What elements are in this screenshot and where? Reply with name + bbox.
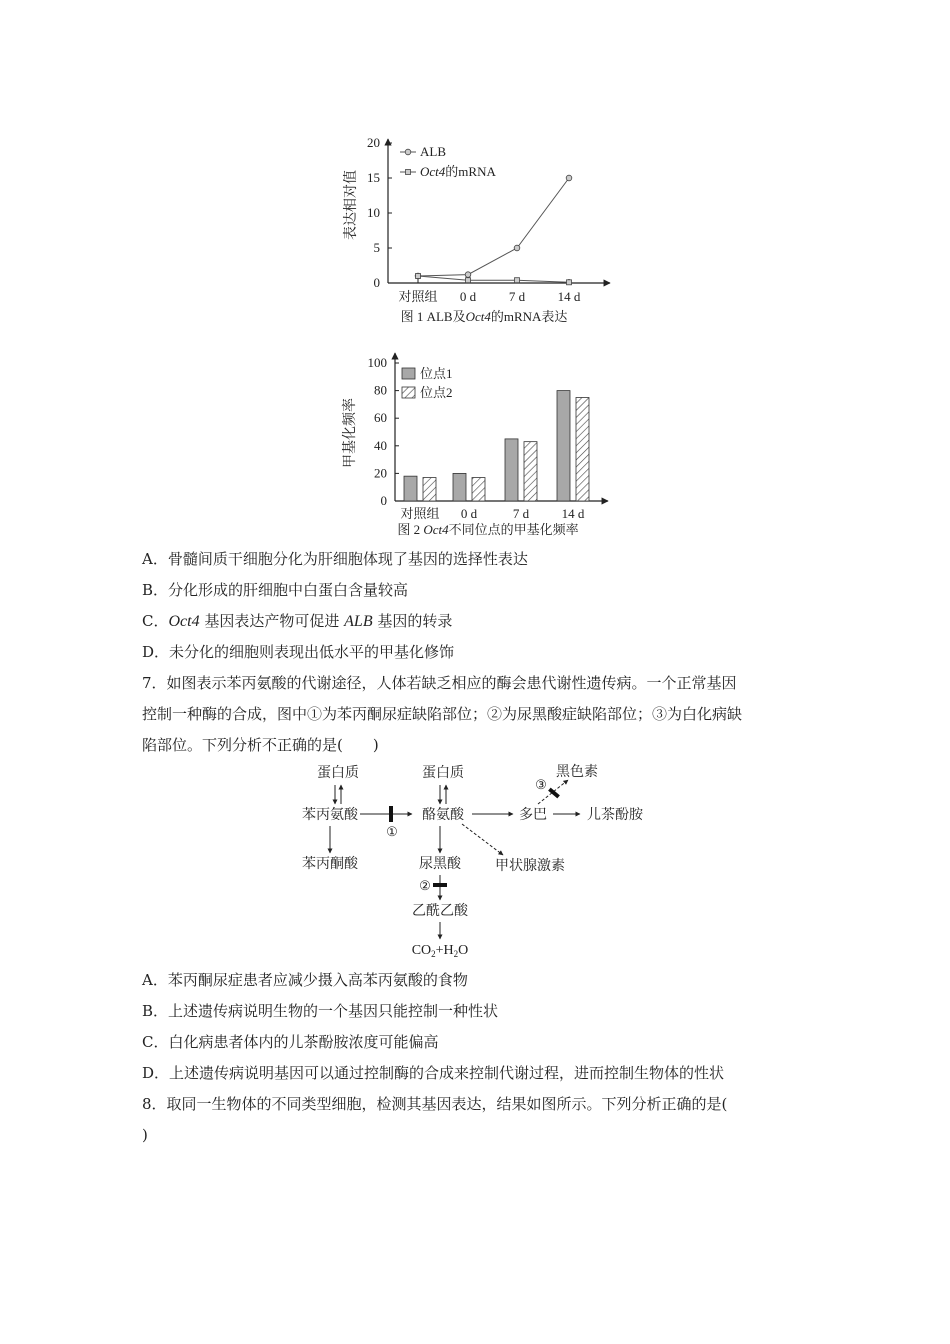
figure1-point-alb [465, 272, 471, 278]
q7-option-d: D．上述遗传病说明基因可以通过控制酶的合成来控制代谢过程，进而控制生物体的性状 [142, 1064, 725, 1082]
legend-square-marker [406, 170, 411, 175]
figure2-xtick-label: 14 d [561, 506, 585, 521]
q7-pathway-diagram [290, 758, 690, 963]
q6-option-c-gene1: Oct4 [168, 613, 200, 630]
figure1-caption: 图 1 ALB及Oct4的mRNA表达 [400, 309, 568, 324]
block-bar-2 [433, 883, 447, 887]
figure2-bar-site2 [472, 478, 485, 501]
figure1-ytick-label: 0 [373, 275, 380, 290]
figure2-legend-site1: 位点1 [420, 366, 453, 381]
melanin-node: 黑色素 [556, 765, 598, 780]
figure2-xtick-label: 0 d [460, 506, 478, 521]
legend-solid-swatch [402, 368, 415, 379]
figure2-bar-site1 [453, 473, 466, 501]
co2-h2o-node: $CO_2+H_2O$ [411, 943, 469, 959]
q7-stem-line1: 7．如图表示苯丙氨酸的代谢途径，人体若缺乏相应的酶会患代谢性遗传病。一个正常基因 [142, 674, 737, 692]
figure2-bar-site2 [524, 442, 537, 501]
q7-option-b: B．上述遗传病说明生物的一个基因只能控制一种性状 [142, 1002, 499, 1020]
figure1-point-oct4 [515, 278, 520, 283]
figure2-bar-site2 [576, 398, 589, 502]
q7-stem-line2: 控制一种酶的合成，图中①为苯丙酮尿症缺陷部位；②为尿黑酸症缺陷部位；③为白化病缺 [142, 705, 743, 723]
figure1-legend [400, 144, 496, 179]
defect-mark-2: ② [419, 878, 431, 893]
tyrosine-node: 酪氨酸 [422, 808, 464, 823]
phenylpyruvate-node: 苯丙酮酸 [302, 857, 358, 872]
q6-option-c-mid: 基因表达产物可促进 [199, 612, 345, 630]
defect-mark-3: ③ [535, 777, 547, 792]
figure1-ytick-label: 10 [367, 205, 380, 220]
q6-option-c-gene2: ALB [344, 613, 373, 630]
figure1-point-alb [566, 175, 572, 181]
figure2-ytick-label: 100 [367, 355, 387, 370]
q6-option-d: D．未分化的细胞则表现出低水平的甲基化修饰 [142, 643, 455, 661]
figure1-xtick-label: 14 d [557, 289, 581, 304]
protein-node-1: 蛋白质 [317, 766, 359, 781]
q7-stem-line3: 陷部位。下列分析不正确的是( ) [142, 736, 379, 754]
figure2-ytick-label: 0 [380, 493, 387, 508]
figure2-bar-site1 [404, 476, 417, 501]
homogentisate-node: 尿黑酸 [419, 857, 461, 872]
block-bar-1 [389, 806, 393, 822]
figure2-ylabel: 甲基化频率 [343, 398, 358, 468]
figure1-ytick-label: 15 [367, 170, 380, 185]
q8-stem-line2: ) [142, 1126, 148, 1144]
figure2-ytick-label: 80 [374, 382, 387, 398]
figure1-xtick-label: 7 d [508, 289, 526, 304]
figure2-bar-site1 [505, 439, 518, 501]
catecholamine-node: 儿茶酚胺 [587, 808, 643, 823]
figure2-legend-site2: 位点2 [420, 385, 453, 400]
figure2-xtick-label: 对照组 [400, 506, 440, 521]
figure1-ytick-label: 20 [367, 135, 380, 150]
figure2-ytick-label: 40 [374, 437, 387, 453]
q8-stem-line1: 8．取同一生物体的不同类型细胞，检测其基因表达，结果如图所示。下列分析正确的是( [142, 1095, 728, 1113]
legend-circle-marker [405, 149, 411, 155]
q7-option-c: C．白化病患者体内的儿茶酚胺浓度可能偏高 [142, 1033, 439, 1051]
thyroxine-node: 甲状腺激素 [495, 859, 565, 874]
figure1-line-chart [330, 125, 630, 330]
figure1-xtick-label: 对照组 [398, 289, 438, 304]
figure2-ytick-label: 20 [374, 465, 387, 481]
phenylalanine-node: 苯丙氨酸 [302, 808, 358, 823]
block-bar-3 [548, 788, 560, 799]
figure2-bar-chart [330, 345, 630, 545]
protein-node-2: 蛋白质 [422, 766, 464, 781]
figure1-ylabel: 表达相对值 [344, 170, 359, 240]
q6-option-b: B．分化形成的肝细胞中白蛋白含量较高 [142, 581, 409, 599]
figure1-point-oct4 [567, 280, 572, 285]
dopa-node: 多巴 [519, 808, 547, 823]
figure2-ytick-label: 60 [374, 410, 387, 426]
figure1-ytick-label: 5 [373, 240, 380, 255]
q6-option-c [142, 611, 452, 632]
q6-option-c-suffix: 基因的转录 [372, 612, 453, 630]
figure1-series-line [418, 178, 569, 276]
q6-option-a: A．骨髓间质干细胞分化为肝细胞体现了基因的选择性表达 [142, 550, 528, 568]
q7-option-a: A．苯丙酮尿症患者应减少摄入高苯丙氨酸的食物 [142, 971, 468, 989]
figure1-point-alb [514, 245, 520, 251]
figure2-legend [402, 366, 453, 400]
figure2-bar-site1 [557, 391, 570, 501]
q6-option-c-prefix: C． [142, 612, 169, 630]
legend-hatched-swatch [402, 387, 415, 398]
defect-mark-1: ① [386, 824, 398, 839]
figure1-legend-oct4: Oct4的mRNA [420, 164, 496, 179]
figure2-caption: 图 2 Oct4不同位点的甲基化频率 [397, 522, 579, 537]
figure1-point-oct4 [466, 278, 471, 283]
figure1-legend-alb: ALB [420, 144, 446, 159]
figure2-xtick-label: 7 d [512, 506, 530, 521]
figure1-series-line [418, 276, 569, 282]
figure1-xtick-label: 0 d [459, 289, 477, 304]
figure1-point-oct4 [416, 274, 421, 279]
figure2-bar-site2 [423, 478, 436, 501]
acetoacetate-node: 乙酰乙酸 [412, 904, 468, 919]
